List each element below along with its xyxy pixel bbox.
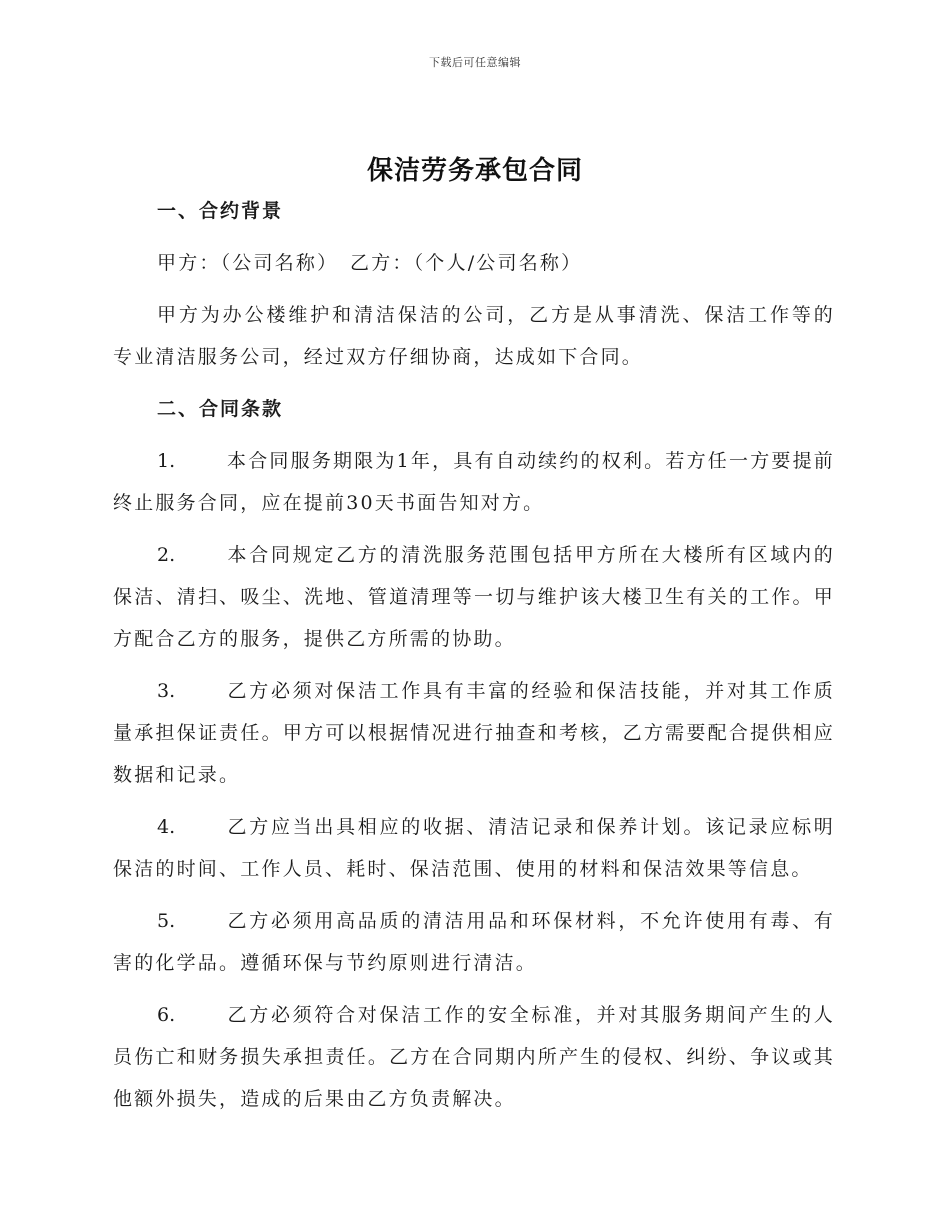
clause-number: 1. <box>157 450 176 472</box>
clause-number: 3. <box>157 680 176 702</box>
clause-list <box>113 440 835 1120</box>
clause-text: 乙方必须符合对保洁工作的安全标准，并对其服务期间产生的人员伤亡和财务损失承担责任。乙方在合同期内所产生的侵权、纠纷、争议或其他额外损失，造成的后果由乙方负责解决。 <box>113 1004 835 1110</box>
document-title: 保洁劳务承包合同 <box>366 156 583 186</box>
clause-text: 乙方应当出具相应的收据、清洁记录和保养计划。该记录应标明保洁的时间、工作人员、耗时、保洁范围、使用的材料和保洁效果等信息。 <box>113 816 835 880</box>
clause-text: 乙方必须用高品质的清洁用品和环保材料，不允许使用有毒、有害的化学品。遵循环保与节约原则进行清洁。 <box>113 910 835 974</box>
clause-number: 6. <box>157 1004 176 1026</box>
clause-item <box>113 670 835 796</box>
clause-number: 2. <box>157 544 176 566</box>
intro-paragraph: 甲方为办公楼维护和清洁保洁的公司，乙方是从事清洗、保洁工作等的专业清洁服务公司，经过双方仔细协商，达成如下合同。 <box>113 304 835 368</box>
section-heading-terms: 二、合同条款 <box>157 398 284 420</box>
clause-number: 5. <box>157 910 176 932</box>
clause-item <box>113 900 835 984</box>
clause-text: 本合同服务期限为1年，具有自动续约的权利。若方任一方要提前终止服务合同，应在提前30天书面告知对方。 <box>113 450 835 514</box>
page-header-note: 下载后可任意编辑 <box>429 56 521 69</box>
clause-item <box>113 994 835 1120</box>
clause-item <box>113 440 835 524</box>
clause-number: 4. <box>157 816 176 838</box>
parties-line: 甲方：（公司名称） 乙方：（个人/公司名称） <box>157 252 583 274</box>
clause-item <box>113 806 835 890</box>
clause-text: 乙方必须对保洁工作具有丰富的经验和保洁技能，并对其工作质量承担保证责任。甲方可以根据情况进行抽查和考核，乙方需要配合提供相应数据和记录。 <box>113 680 835 786</box>
section-heading-background: 一、合约背景 <box>157 200 284 222</box>
clause-item <box>113 534 835 660</box>
clause-text: 本合同规定乙方的清洗服务范围包括甲方所在大楼所有区域内的保洁、清扫、吸尘、洗地、管道清理等一切与维护该大楼卫生有关的工作。甲方配合乙方的服务，提供乙方所需的协助。 <box>113 544 835 650</box>
document-body <box>113 190 835 1120</box>
